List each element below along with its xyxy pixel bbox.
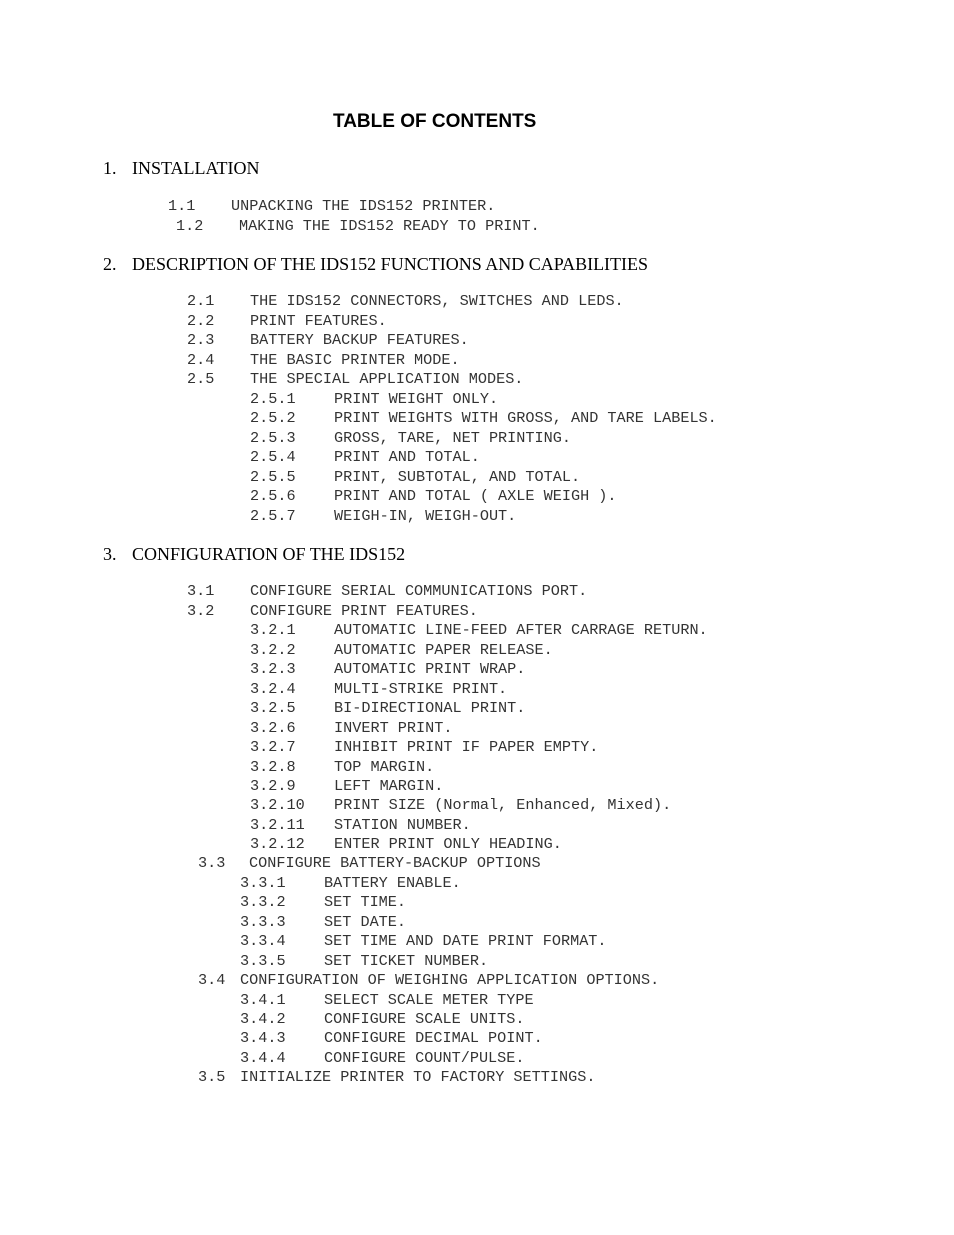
entry-title: AUTOMATIC PAPER RELEASE. — [334, 641, 553, 659]
entry-number: 2.5.3 — [250, 429, 296, 447]
entry-title: PRINT FEATURES. — [250, 312, 387, 330]
entry-title: THE SPECIAL APPLICATION MODES. — [250, 370, 524, 388]
entry-title: BI-DIRECTIONAL PRINT. — [334, 699, 526, 717]
entry-number: 3.2.4 — [250, 680, 296, 698]
entry-number: 3.2.1 — [250, 621, 296, 639]
section-heading — [103, 159, 260, 177]
entry-title: SET TICKET NUMBER. — [324, 952, 489, 970]
section-title: INSTALLATION — [132, 158, 260, 178]
toc-entry — [187, 604, 478, 619]
entry-number: 3.1 — [187, 582, 215, 600]
toc-entry — [250, 623, 708, 638]
toc-entry — [250, 470, 580, 485]
entry-title: CONFIGURATION OF WEIGHING APPLICATION OPTIONS. — [240, 971, 660, 989]
section-heading — [103, 545, 405, 563]
section-title: CONFIGURATION OF THE IDS152 — [132, 544, 406, 564]
entry-title: SET DATE. — [324, 913, 407, 931]
toc-entry — [250, 798, 671, 813]
toc-entry — [198, 856, 541, 871]
entry-number: 2.5.6 — [250, 487, 296, 505]
entry-number: 3.2.6 — [250, 719, 296, 737]
entry-number: 3.2 — [187, 602, 215, 620]
toc-entry — [240, 1051, 525, 1066]
entry-title: WEIGH-IN, WEIGH-OUT. — [334, 507, 517, 525]
entry-number: 3.2.5 — [250, 699, 296, 717]
toc-entry — [250, 643, 553, 658]
entry-number: 2.5.2 — [250, 409, 296, 427]
toc-entry — [240, 876, 461, 891]
entry-number: 3.3.3 — [240, 913, 286, 931]
entry-title: PRINT SIZE (Normal, Enhanced, Mixed). — [334, 796, 672, 814]
toc-entry — [240, 895, 406, 910]
entry-title: PRINT AND TOTAL. — [334, 448, 480, 466]
entry-number: 3.2.12 — [250, 835, 305, 853]
entry-number: 3.4.1 — [240, 991, 286, 1009]
entry-title: INVERT PRINT. — [334, 719, 453, 737]
toc-entry — [187, 333, 469, 348]
toc-entry — [250, 701, 525, 716]
toc-entry — [187, 584, 587, 599]
entry-number: 3.2.2 — [250, 641, 296, 659]
entry-number: 3.2.7 — [250, 738, 296, 756]
entry-number: 3.3.5 — [240, 952, 286, 970]
entry-title: UNPACKING THE IDS152 PRINTER. — [231, 197, 496, 215]
section-number: 3. — [103, 544, 117, 564]
toc-entry — [240, 1012, 525, 1027]
entry-number: 3.4.2 — [240, 1010, 286, 1028]
toc-entry — [250, 662, 525, 677]
entry-title: CONFIGURE BATTERY-BACKUP OPTIONS — [249, 854, 541, 872]
entry-title: THE BASIC PRINTER MODE. — [250, 351, 460, 369]
entry-title: MAKING THE IDS152 READY TO PRINT. — [239, 217, 540, 235]
section-number: 2. — [103, 254, 117, 274]
entry-title: PRINT WEIGHT ONLY. — [334, 390, 499, 408]
entry-number: 2.5.1 — [250, 390, 296, 408]
toc-entry — [187, 314, 387, 329]
toc-entry — [250, 682, 507, 697]
entry-title: TOP MARGIN. — [334, 758, 435, 776]
entry-number: 3.2.9 — [250, 777, 296, 795]
toc-entry — [250, 779, 443, 794]
entry-title: BATTERY ENABLE. — [324, 874, 461, 892]
entry-title: CONFIGURE SCALE UNITS. — [324, 1010, 525, 1028]
toc-entry — [198, 1070, 595, 1085]
toc-entry — [187, 372, 523, 387]
entry-number: 3.2.8 — [250, 758, 296, 776]
toc-entry — [250, 818, 471, 833]
entry-number: 3.4.4 — [240, 1049, 286, 1067]
toc-entry — [250, 431, 571, 446]
section-number: 1. — [103, 158, 117, 178]
entry-title: CONFIGURE DECIMAL POINT. — [324, 1029, 543, 1047]
toc-entry — [250, 392, 498, 407]
entry-number: 2.3 — [187, 331, 215, 349]
entry-title: LEFT MARGIN. — [334, 777, 444, 795]
toc-entry — [250, 760, 434, 775]
toc-entry — [198, 973, 659, 988]
toc-entry — [187, 294, 624, 309]
page-title: TABLE OF CONTENTS — [333, 111, 537, 132]
toc-entry — [176, 219, 540, 234]
entry-number: 2.5.4 — [250, 448, 296, 466]
entry-title: ENTER PRINT ONLY HEADING. — [334, 835, 562, 853]
entry-number: 3.2.11 — [250, 816, 305, 834]
entry-number: 2.4 — [187, 351, 215, 369]
entry-number: 3.3.1 — [240, 874, 286, 892]
entry-number: 3.2.3 — [250, 660, 296, 678]
entry-title: SET TIME AND DATE PRINT FORMAT. — [324, 932, 607, 950]
entry-number: 3.5 — [198, 1068, 226, 1086]
entry-number: 3.4.3 — [240, 1029, 286, 1047]
toc-entry — [168, 199, 495, 214]
toc-entry — [187, 353, 460, 368]
entry-title: INITIALIZE PRINTER TO FACTORY SETTINGS. — [240, 1068, 596, 1086]
toc-entry — [250, 740, 598, 755]
entry-title: GROSS, TARE, NET PRINTING. — [334, 429, 571, 447]
entry-number: 3.4 — [198, 971, 226, 989]
entry-number: 3.2.10 — [250, 796, 305, 814]
entry-title: AUTOMATIC PRINT WRAP. — [334, 660, 526, 678]
entry-title: THE IDS152 CONNECTORS, SWITCHES AND LEDS. — [250, 292, 624, 310]
entry-title: MULTI-STRIKE PRINT. — [334, 680, 508, 698]
section-heading — [103, 255, 648, 273]
toc-entry — [240, 934, 607, 949]
entry-title: CONFIGURE COUNT/PULSE. — [324, 1049, 525, 1067]
toc-entry — [250, 721, 452, 736]
entry-title: CONFIGURE SERIAL COMMUNICATIONS PORT. — [250, 582, 588, 600]
toc-entry — [250, 411, 717, 426]
toc-entry — [250, 450, 480, 465]
entry-title: CONFIGURE PRINT FEATURES. — [250, 602, 478, 620]
entry-title: SET TIME. — [324, 893, 407, 911]
entry-number: 3.3 — [198, 854, 226, 872]
entry-number: 2.5.7 — [250, 507, 296, 525]
toc-entry — [250, 509, 516, 524]
toc-entry — [240, 915, 406, 930]
toc-entry — [250, 837, 562, 852]
entry-title: PRINT WEIGHTS WITH GROSS, AND TARE LABELS. — [334, 409, 717, 427]
entry-title: PRINT, SUBTOTAL, AND TOTAL. — [334, 468, 581, 486]
entry-title: SELECT SCALE METER TYPE — [324, 991, 534, 1009]
toc-entry — [240, 993, 534, 1008]
entry-number: 2.5.5 — [250, 468, 296, 486]
entry-title: BATTERY BACKUP FEATURES. — [250, 331, 469, 349]
entry-number: 2.1 — [187, 292, 215, 310]
entry-number: 2.2 — [187, 312, 215, 330]
toc-entry — [240, 954, 488, 969]
entry-number: 1.2 — [176, 217, 204, 235]
toc-entry — [240, 1031, 543, 1046]
entry-title: AUTOMATIC LINE-FEED AFTER CARRAGE RETURN. — [334, 621, 708, 639]
entry-number: 3.3.2 — [240, 893, 286, 911]
toc-entry — [250, 489, 617, 504]
entry-title: PRINT AND TOTAL ( AXLE WEIGH ). — [334, 487, 617, 505]
entry-number: 2.5 — [187, 370, 215, 388]
entry-number: 1.1 — [168, 197, 196, 215]
entry-title: STATION NUMBER. — [334, 816, 471, 834]
entry-title: INHIBIT PRINT IF PAPER EMPTY. — [334, 738, 599, 756]
section-title: DESCRIPTION OF THE IDS152 FUNCTIONS AND CAPABILITIES — [132, 254, 649, 274]
entry-number: 3.3.4 — [240, 932, 286, 950]
